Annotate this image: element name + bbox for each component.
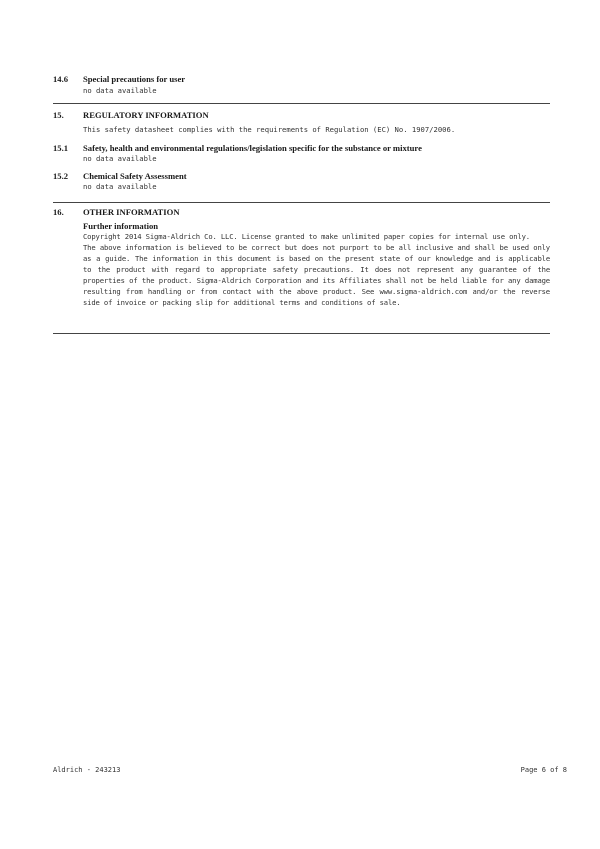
section-number: 15.2 <box>53 171 69 181</box>
footer-product-code: Aldrich - 243213 <box>53 766 121 774</box>
section-title: Chemical Safety Assessment <box>83 171 187 181</box>
section-number: 16. <box>53 207 64 217</box>
section-title: OTHER INFORMATION <box>83 207 180 217</box>
section-body: no data available <box>83 154 157 163</box>
section-16 <box>53 207 550 308</box>
section-title: Safety, health and environmental regulations/legislation specific for the substance or mixture <box>83 143 422 153</box>
section-15 <box>53 110 550 135</box>
section-body: This safety datasheet complies with the requirements of Regulation (EC) No. 1907/2006. <box>83 125 456 134</box>
section-15-2 <box>53 171 550 192</box>
section-14-6 <box>53 74 550 96</box>
copyright-text: Copyright 2014 Sigma-Aldrich Co. LLC. License granted to make unlimited paper copies for internal use only. <box>83 232 530 241</box>
footer-page-number: Page 6 of 8 <box>520 766 567 774</box>
section-divider <box>53 103 550 104</box>
section-number: 15.1 <box>53 143 69 153</box>
further-information-heading: Further information <box>83 221 159 231</box>
section-15-1 <box>53 143 550 164</box>
section-body: no data available <box>83 182 157 191</box>
section-title: REGULATORY INFORMATION <box>83 110 209 120</box>
section-divider <box>53 202 550 203</box>
section-number: 15. <box>53 110 64 120</box>
disclaimer-text: The above information is believed to be correct but does not purport to be all inclusive and shall be used only as a guide. The information in this document is based on the present state of our knowledge and is applicable to the product with regard to appropriate safety precautions. It does not represent any guarantee of the properties of the product. Sigma-Aldrich Corporation and its Affiliates shall not be held liable for any damage resulting from handling or from contact with the above product. See www.sigma-aldrich.com and/or the reverse side of invoice or packing slip for additional terms and conditions of sale. <box>83 243 550 307</box>
section-divider <box>53 333 550 334</box>
section-title: Special precautions for user <box>83 74 186 84</box>
section-number: 14.6 <box>53 74 69 84</box>
section-body: no data available <box>83 86 157 95</box>
